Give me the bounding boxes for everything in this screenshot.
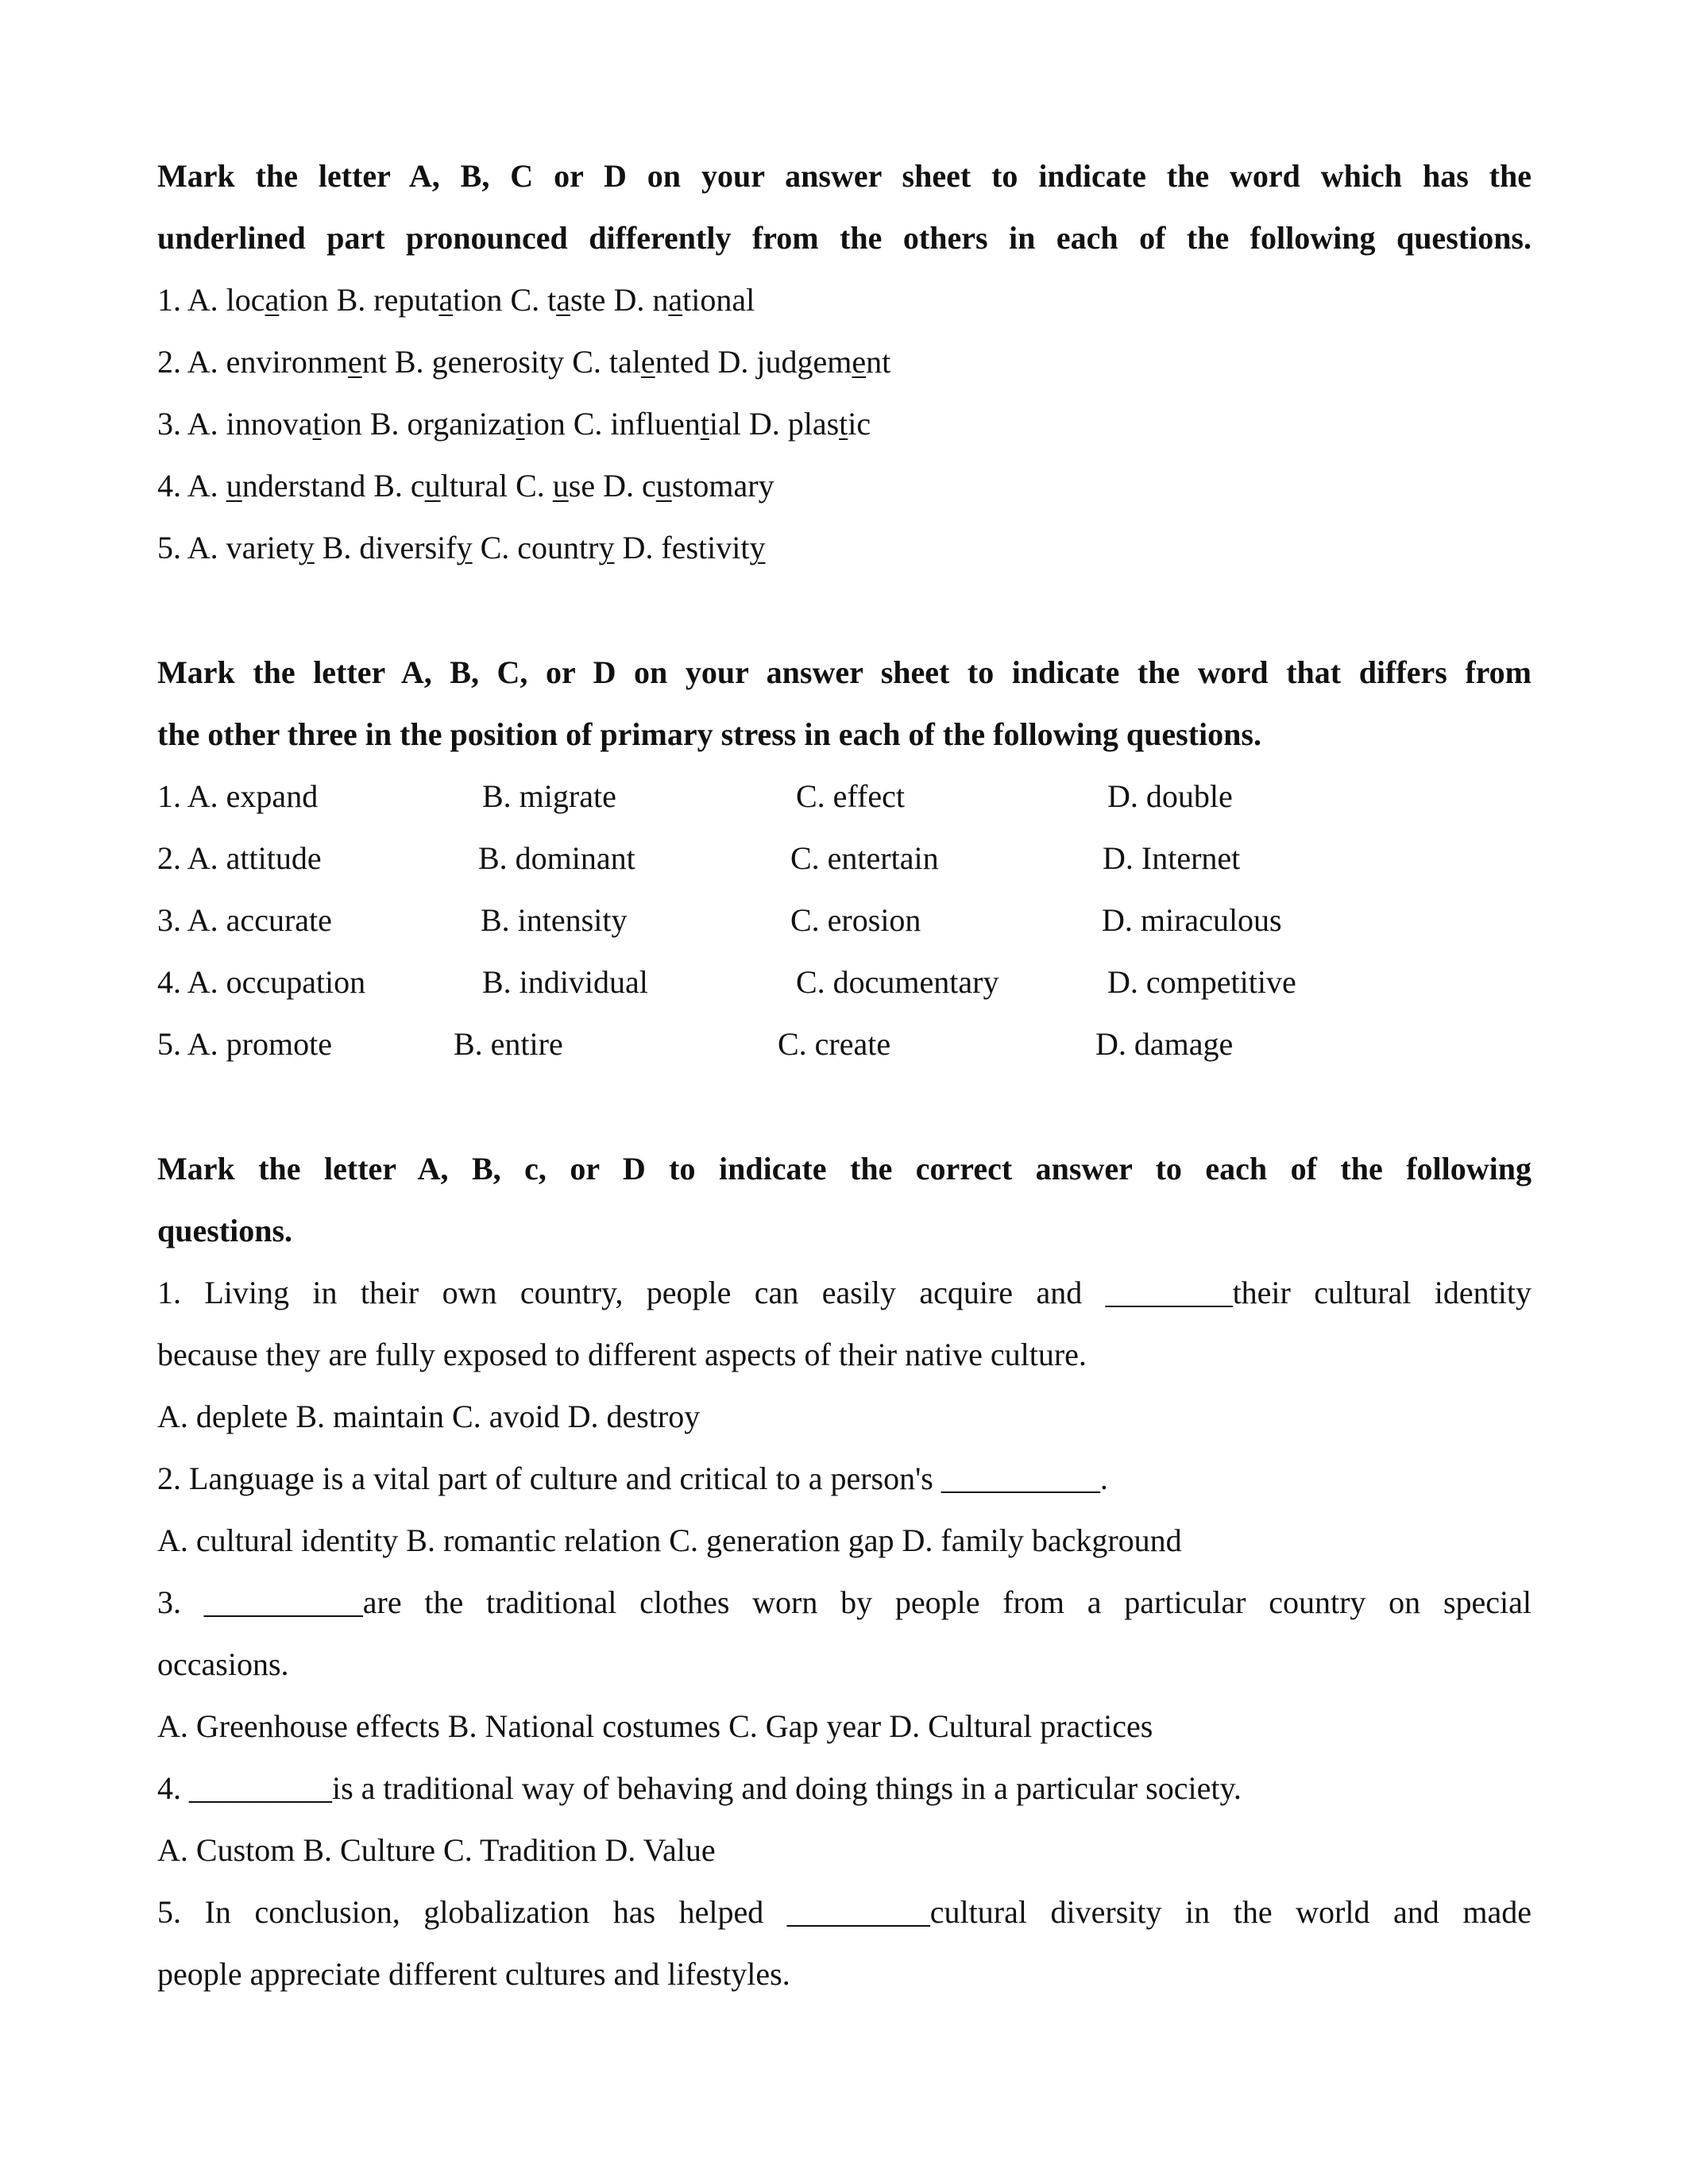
s2-q5-option-c: C. create: [778, 1026, 891, 1062]
option-text: enerosity: [447, 344, 573, 380]
s2-q5-option-a: 5. A. promote: [157, 1026, 332, 1062]
underlined-letter: u: [226, 468, 242, 504]
s3-q2-stem: 2. Language is a vital part of culture and critical to a person's __________.: [157, 1461, 1108, 1496]
option-text: ial: [709, 406, 749, 442]
underlined-letter: y: [456, 530, 473, 565]
s2-q2-option-d: D. Internet: [1103, 840, 1241, 876]
underlined-letter: u: [655, 468, 672, 504]
question-number: 1.: [157, 282, 181, 318]
s3-q4-stem: 4. _________is a traditional way of behaving and doing things in a particular society.: [157, 1770, 1242, 1806]
option-text: B. organiza: [369, 406, 516, 442]
s3-q5-stem-line1: 5. In conclusion, globalization has helped _________cultural diversity in the world and made: [157, 1894, 1532, 1930]
underlined-letter: e: [347, 344, 362, 380]
underlined-letter: t: [839, 406, 848, 442]
s3-q3-stem-line1: 3. __________are the traditional clothes worn by people from a particular country on special: [157, 1584, 1532, 1620]
section1-instruction-line1: Mark the letter A, B, C or D on your answer sheet to indicate the word which has the: [157, 158, 1532, 194]
option-text: C. countr: [480, 530, 599, 565]
option-text: ion: [524, 406, 574, 442]
s2-q1-option-a: 1. A. expand: [157, 778, 319, 814]
s3-q1-stem-line1: 1. Living in their own country, people can easily acquire and ________their cultural identity: [157, 1275, 1532, 1310]
option-text: A. innova: [187, 406, 313, 442]
s1-question-5: [157, 532, 1532, 564]
s3-q1-options: A. deplete B. maintain C. avoid D. destroy: [157, 1399, 701, 1434]
underlined-letter: y: [598, 530, 615, 565]
option-text: D. judgem: [717, 344, 852, 380]
s2-q1-option-b: B. migrate: [482, 778, 616, 814]
option-text: ic: [848, 406, 871, 442]
option-text: D. n: [613, 282, 669, 318]
question-number: 3.: [157, 406, 181, 442]
section2-instruction-line1: Mark the letter A, B, C, or D on your answer sheet to indicate the word that differs from: [157, 654, 1532, 690]
option-text: tion: [279, 282, 337, 318]
section3-instruction-line1: Mark the letter A, B, c, or D to indicate the correct answer to each of the following: [157, 1151, 1532, 1187]
question-number: 5.: [157, 530, 181, 565]
option-text: ltural: [440, 468, 516, 504]
s2-q3-option-b: B. intensity: [481, 902, 628, 938]
s2-q2-option-b: B. dominant: [478, 840, 635, 876]
s1-question-1: [157, 284, 1532, 316]
option-text: C. tal: [572, 344, 641, 380]
option-text: D. c: [603, 468, 656, 504]
s2-q4-option-a: 4. A. occupation: [157, 964, 366, 1000]
underlined-letter: a: [668, 282, 683, 318]
option-text: [315, 530, 323, 565]
underlined-letter: g: [431, 344, 448, 380]
s1-question-3: [157, 408, 1532, 440]
underlined-letter: t: [516, 406, 525, 442]
option-text: nt: [361, 344, 395, 380]
underlined-letter: e: [640, 344, 655, 380]
underlined-letter: a: [438, 282, 454, 318]
s2-q4-option-c: C. documentary: [796, 964, 999, 1000]
underlined-letter: a: [556, 282, 570, 318]
option-text: [473, 530, 481, 565]
option-text: A. variet: [187, 530, 299, 565]
question-number: 4.: [157, 468, 181, 504]
option-text: C. t: [510, 282, 557, 318]
option-text: ion: [321, 406, 370, 442]
s2-q2-option-c: C. entertain: [790, 840, 939, 876]
option-text: [615, 530, 623, 565]
option-text: D. festivit: [622, 530, 750, 565]
option-text: C. influen: [573, 406, 701, 442]
s1-question-2: [157, 346, 1532, 378]
option-text: stomary: [671, 468, 774, 504]
option-text: nt: [866, 344, 891, 380]
s2-q5-option-d: D. damage: [1095, 1026, 1234, 1062]
s2-q3-option-d: D. miraculous: [1102, 902, 1282, 938]
option-text: B.: [394, 344, 432, 380]
s3-q3-stem-line2: occasions.: [157, 1646, 289, 1682]
section3-instruction-line2: questions.: [157, 1213, 293, 1248]
question-number: 2.: [157, 344, 181, 380]
section2-instruction-line2: the other three in the position of primary stress in each of the following questions.: [157, 716, 1261, 752]
option-text: se: [568, 468, 604, 504]
option-text: ste: [570, 282, 614, 318]
underlined-letter: t: [312, 406, 322, 442]
s3-q2-options: A. cultural identity B. romantic relation C. generation gap D. family background: [157, 1522, 1182, 1558]
option-text: D. plas: [748, 406, 840, 442]
s1-question-4: [157, 470, 1532, 502]
underlined-letter: y: [298, 530, 315, 565]
option-text: B. c: [373, 468, 425, 504]
underlined-letter: u: [552, 468, 569, 504]
option-text: B. reput: [336, 282, 439, 318]
underlined-letter: e: [852, 344, 867, 380]
underlined-letter: y: [749, 530, 766, 565]
option-text: C.: [516, 468, 553, 504]
s3-q5-stem-line2: people appreciate different cultures and lifestyles.: [157, 1956, 790, 1992]
s2-q4-option-d: D. competitive: [1107, 964, 1296, 1000]
option-text: tion: [453, 282, 511, 318]
option-text: B. diversif: [322, 530, 457, 565]
s3-q3-options: A. Greenhouse effects B. National costumes C. Gap year D. Cultural practices: [157, 1708, 1153, 1744]
option-text: A.: [187, 468, 226, 504]
s3-q1-stem-line2: because they are fully exposed to different aspects of their native culture.: [157, 1337, 1087, 1372]
option-text: nted: [655, 344, 718, 380]
s3-q4-options: A. Custom B. Culture C. Tradition D. Value: [157, 1832, 716, 1868]
s2-q2-option-a: 2. A. attitude: [157, 840, 322, 876]
s2-q1-option-d: D. double: [1107, 778, 1233, 814]
s2-q5-option-b: B. entire: [454, 1026, 563, 1062]
option-text: tional: [682, 282, 755, 318]
option-text: nderstand: [241, 468, 374, 504]
underlined-letter: a: [265, 282, 280, 318]
section1-instruction-line2: underlined part pronounced differently from the others in each of the following questions.: [157, 220, 1532, 256]
underlined-letter: u: [424, 468, 441, 504]
s2-q3-option-c: C. erosion: [790, 902, 921, 938]
s2-q3-option-a: 3. A. accurate: [157, 902, 332, 938]
option-text: A. environm: [187, 344, 348, 380]
s2-q4-option-b: B. individual: [482, 964, 648, 1000]
underlined-letter: t: [700, 406, 709, 442]
option-text: A. loc: [187, 282, 265, 318]
s2-q1-option-c: C. effect: [796, 778, 905, 814]
